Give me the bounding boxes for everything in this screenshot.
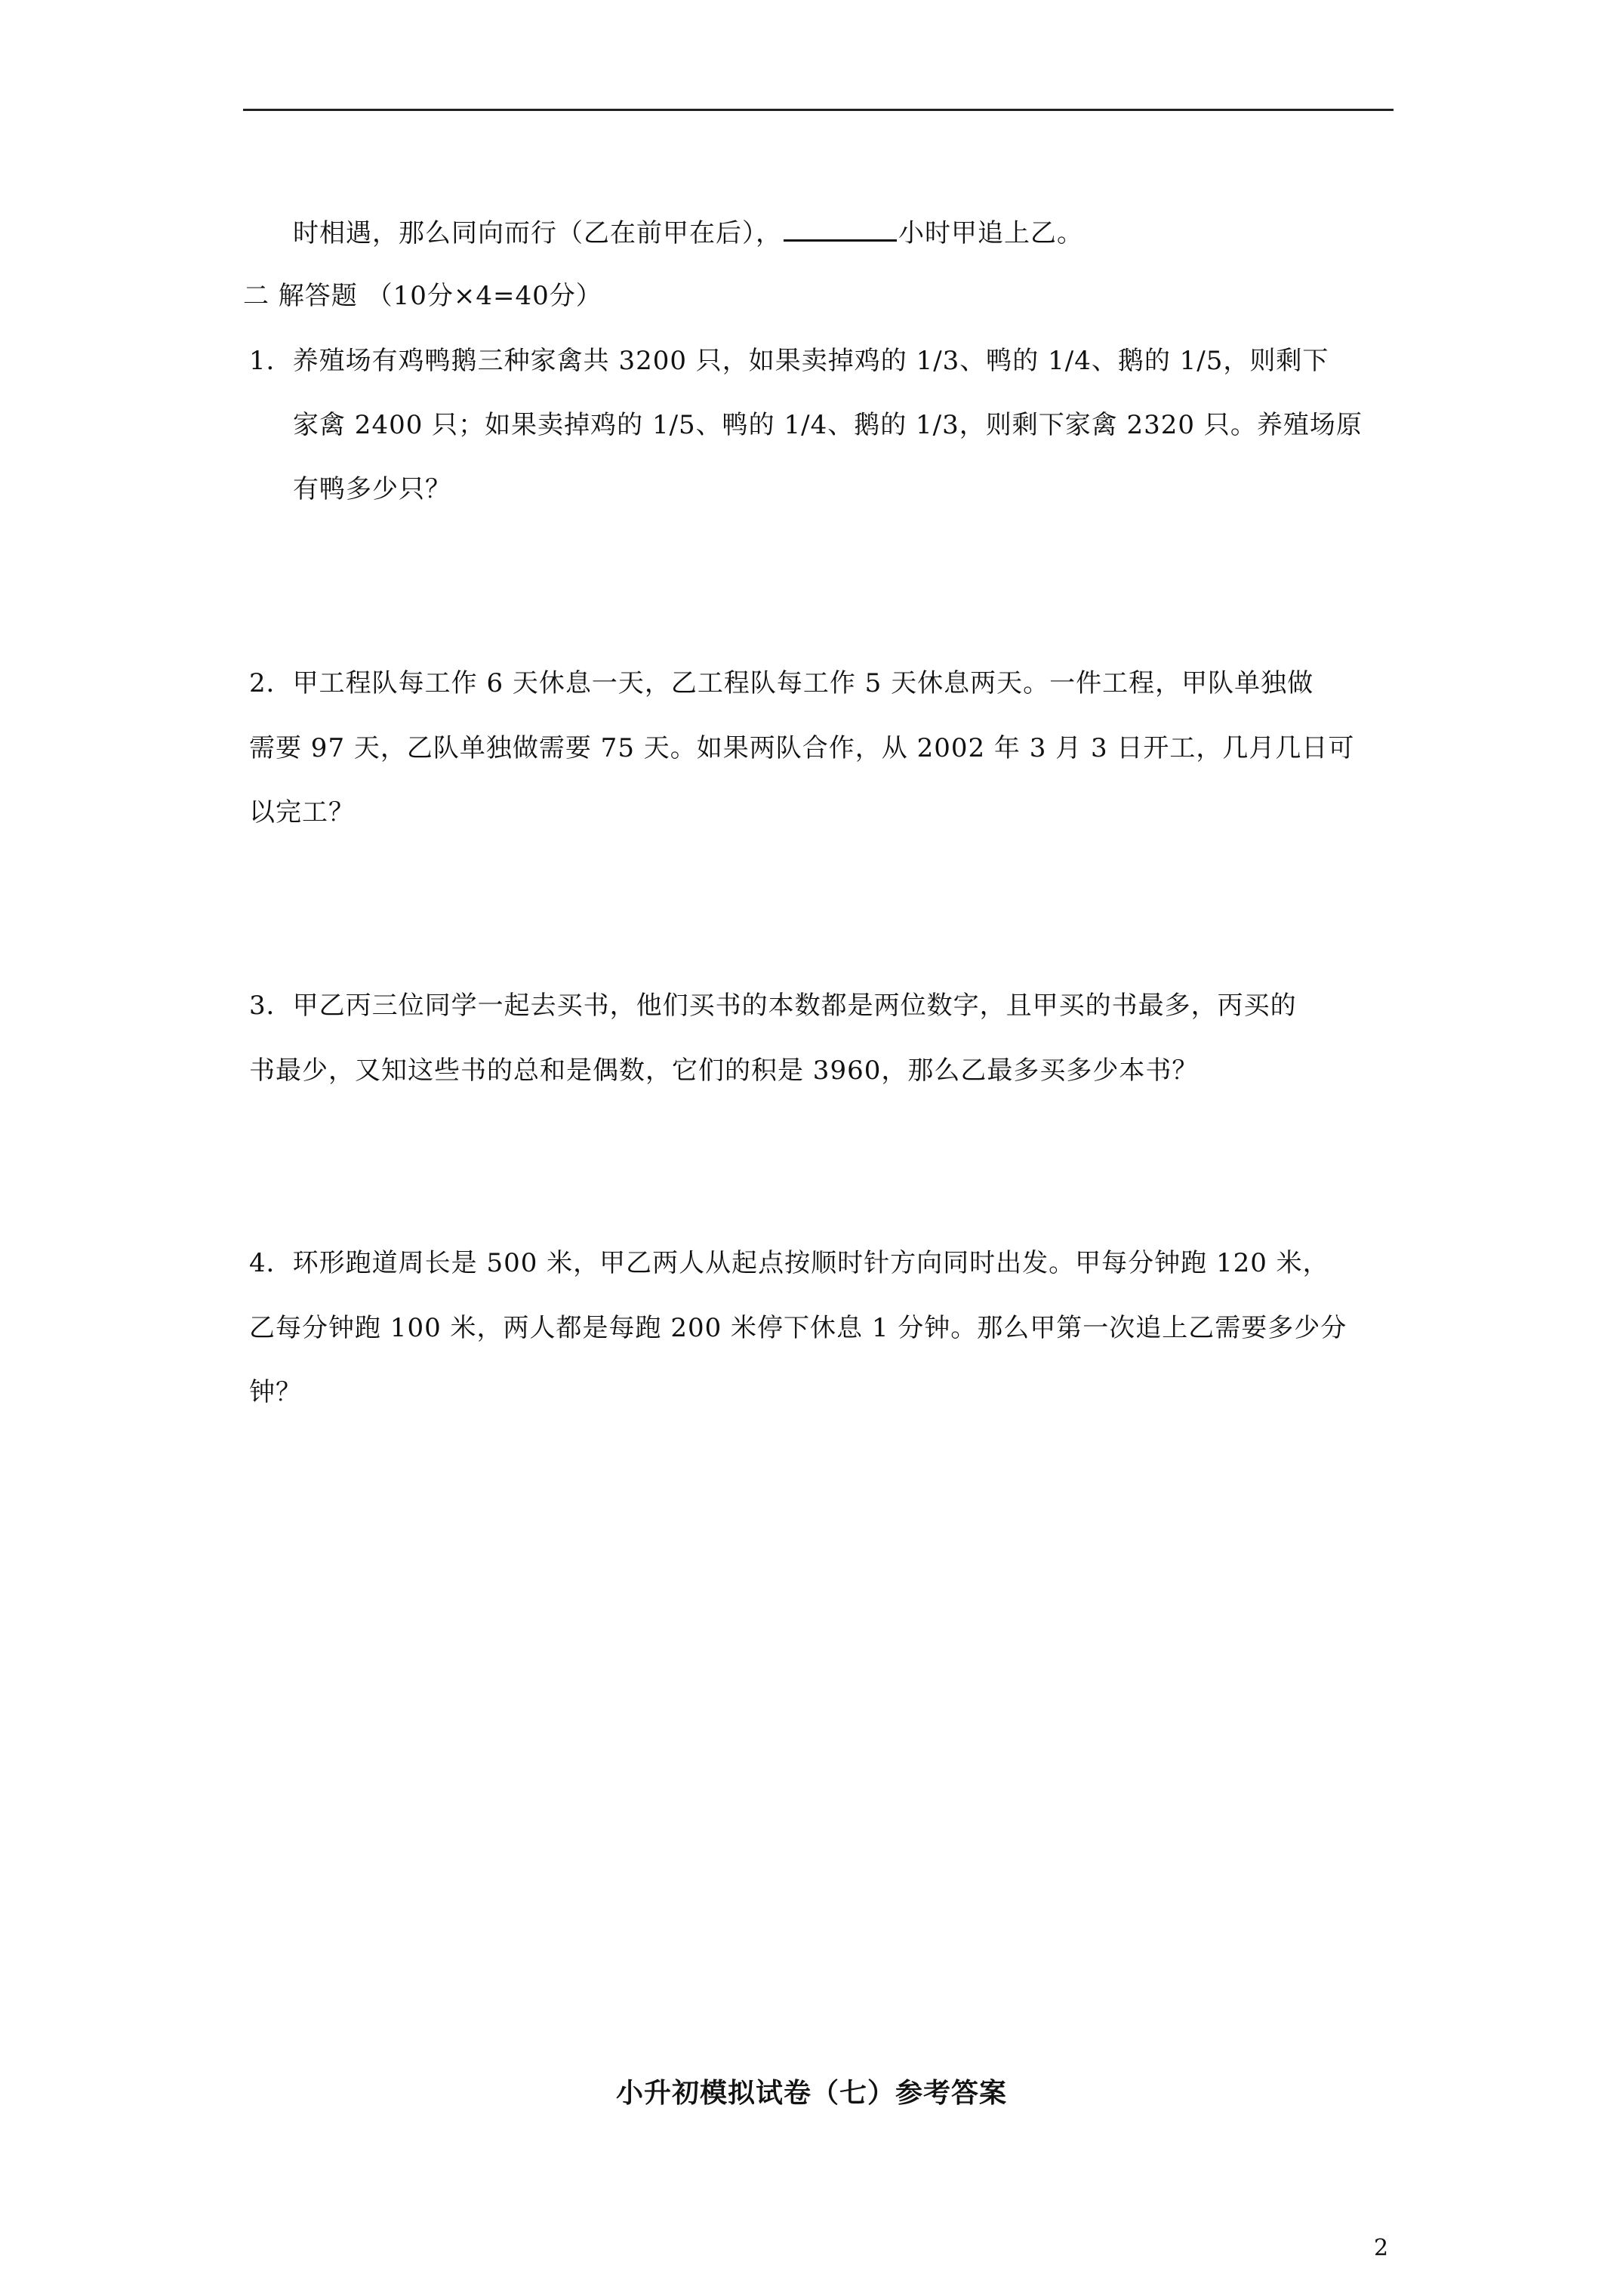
- question-4-line-1: 4．环形跑道周长是 500 米，甲乙两人从起点按顺时针方向同时出发。甲每分钟跑 120 米，: [249, 1248, 1329, 1278]
- answer-key-title: 小升初模拟试卷（七）参考答案: [615, 2077, 1007, 2109]
- question-4-line-3: 钟？: [249, 1377, 302, 1407]
- intro-text-after-blank: 小时甲追上乙。: [898, 218, 1083, 248]
- question-3-line-2: 书最少，又知这些书的总和是偶数，它们的积是 3960，那么乙最多买多少本书？: [249, 1056, 1199, 1086]
- question-3-line-1: 3．甲乙丙三位同学一起去买书，他们买书的本数都是两位数字，且甲买的书最多，丙买的: [249, 991, 1297, 1021]
- answer-blank: [784, 217, 897, 242]
- question-1-line-2: 家禽 2400 只；如果卖掉鸡的 1/5、鸭的 1/4、鹅的 1/3，则剩下家禽 2320 只。养殖场原: [293, 410, 1363, 440]
- question-2-line-1: 2．甲工程队每工作 6 天休息一天，乙工程队每工作 5 天休息两天。一件工程，甲队单独做: [249, 668, 1314, 698]
- intro-line: [293, 217, 1083, 248]
- question-1-line-1: 1．养殖场有鸡鸭鹅三种家禽共 3200 只，如果卖掉鸡的 1/3、鸭的 1/4、鹅的 1/5，则剩下: [249, 346, 1329, 376]
- page-number: 2: [1374, 2235, 1389, 2261]
- question-2-line-2: 需要 97 天，乙队单独做需要 75 天。如果两队合作，从 2002 年 3 月 3 日开工，几月几日可: [249, 733, 1355, 763]
- question-4-line-2: 乙每分钟跑 100 米，两人都是每跑 200 米停下休息 1 分钟。那么甲第一次追上乙需要多少分: [249, 1313, 1347, 1343]
- question-1-line-3: 有鸭多少只？: [293, 474, 451, 504]
- header-rule: [243, 109, 1394, 111]
- intro-text-before-blank: 时相遇，那么同向而行（乙在前甲在后），: [293, 218, 782, 248]
- question-2-line-3: 以完工？: [249, 797, 355, 827]
- section-title: 二 解答题 （10分×4=40分）: [243, 281, 602, 311]
